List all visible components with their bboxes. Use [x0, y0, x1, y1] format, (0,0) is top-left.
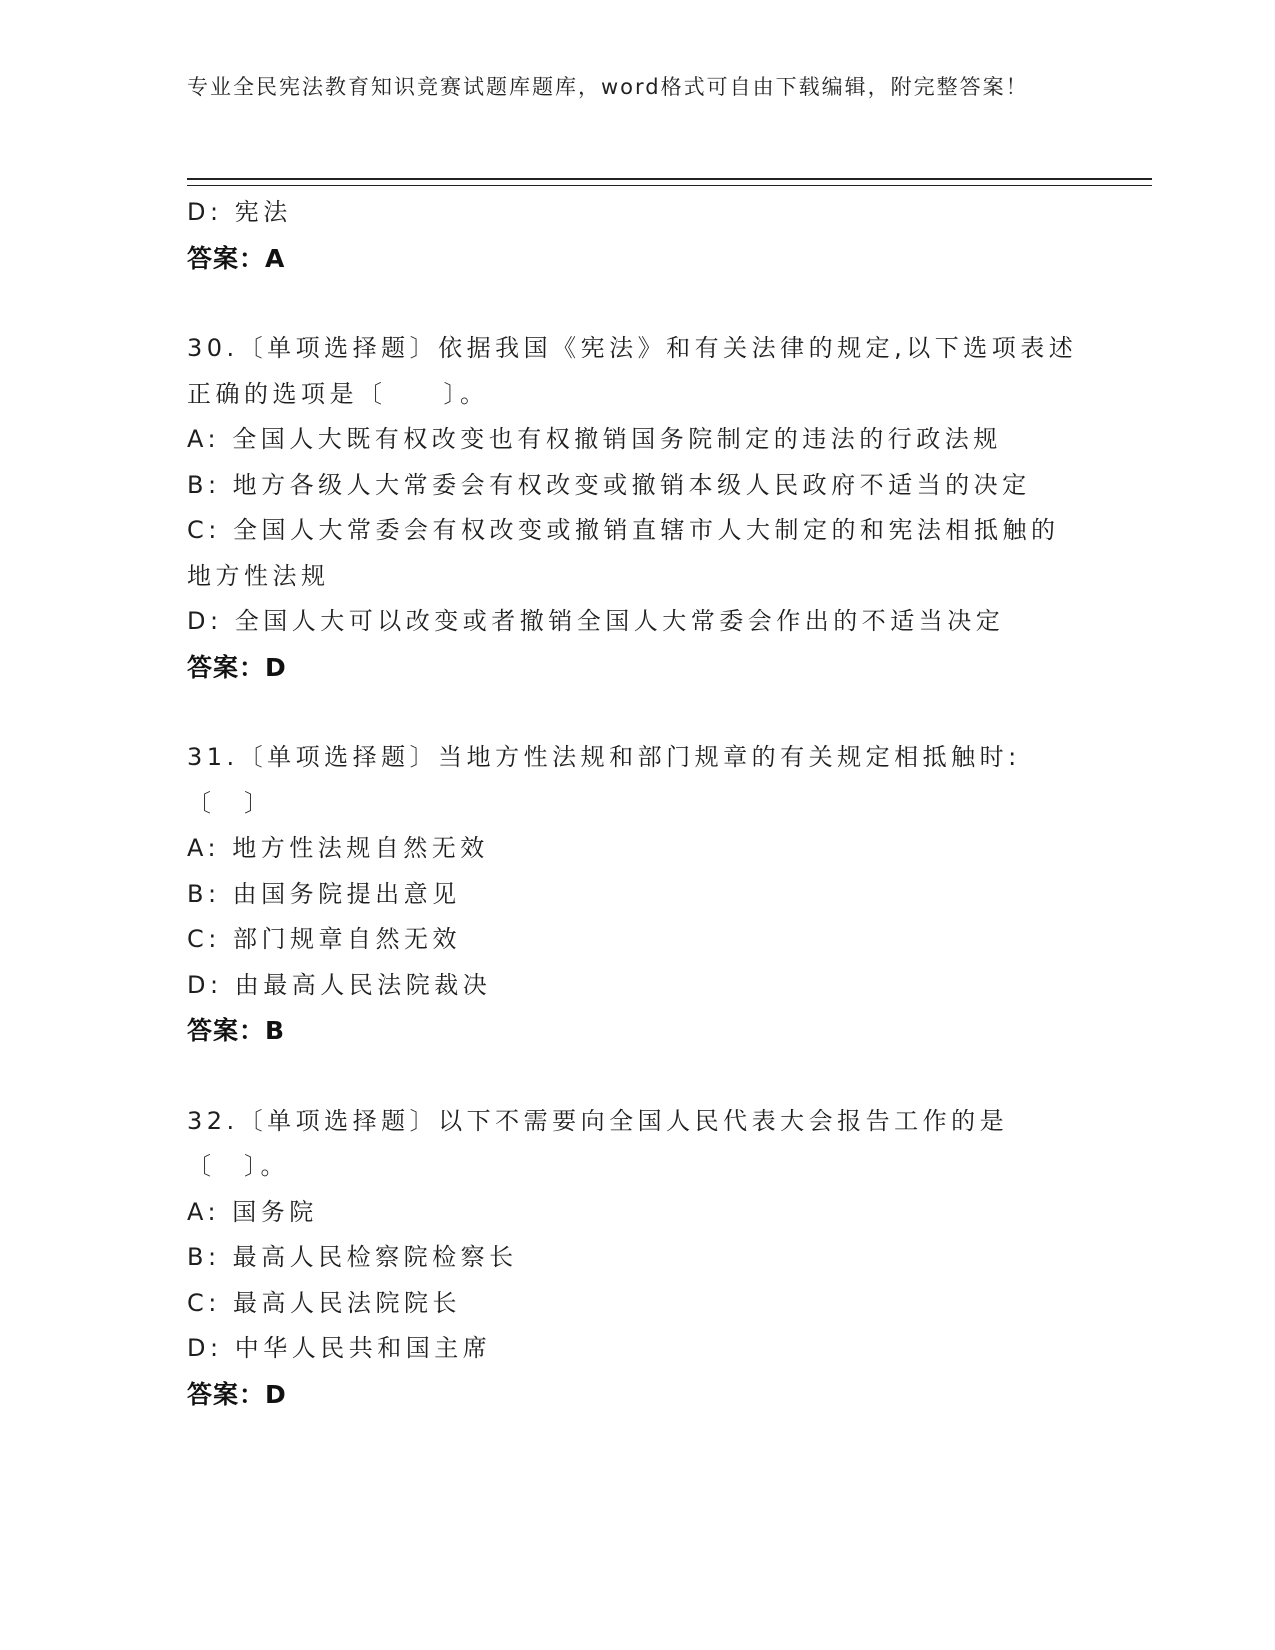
question-32	[187, 1099, 1087, 1418]
option-d: D: 由最高人民法院裁决	[187, 970, 492, 999]
option-a: A: 地方性法规自然无效	[187, 834, 489, 862]
header-divider	[187, 178, 1152, 186]
option-d: D: 中华人民共和国主席	[187, 1334, 492, 1362]
option-c: C: 全国人大常委会有权改变或撤销直辖市人大制定的和宪法相抵触的地方性法规	[187, 516, 1060, 590]
option-b: B: 地方各级人大常委会有权改变或撤销本级人民政府不适当的决定	[187, 470, 1031, 499]
option-c: C: 部门规章自然无效	[187, 925, 461, 953]
question-30	[187, 326, 1087, 690]
answer: 答案：D	[187, 1379, 287, 1409]
answer: 答案：B	[187, 1016, 286, 1045]
answer: 答案：A	[187, 243, 286, 273]
question-stem: 32.〔单项选择题〕以下不需要向全国人民代表大会报告工作的是〔 〕。	[187, 1106, 1009, 1180]
question-31	[187, 735, 1087, 1054]
option-b: B: 最高人民检察院检察长	[187, 1243, 518, 1271]
option-d: D: 宪法	[187, 198, 292, 226]
option-b: B: 由国务院提出意见	[187, 879, 461, 908]
question-stem: 30.〔单项选择题〕依据我国《宪法》和有关法律的规定,以下选项表述正确的选项是〔 〕。	[187, 334, 1078, 408]
document-body	[187, 190, 1087, 1417]
answer: 答案：D	[187, 652, 287, 682]
option-c: C: 最高人民法院院长	[187, 1288, 461, 1317]
page-header: 专业全民宪法教育知识竞赛试题库题库，word格式可自由下载编辑，附完整答案！	[187, 75, 1029, 99]
option-a: A: 国务院	[187, 1197, 318, 1226]
question-stem: 31.〔单项选择题〕当地方性法规和部门规章的有关规定相抵触时:〔 〕	[187, 743, 1021, 817]
option-a: A: 全国人大既有权改变也有权撤销国务院制定的违法的行政法规	[187, 425, 1002, 453]
option-d: D: 全国人大可以改变或者撤销全国人大常委会作出的不适当决定	[187, 607, 1005, 635]
previous-question-tail	[187, 190, 1087, 281]
